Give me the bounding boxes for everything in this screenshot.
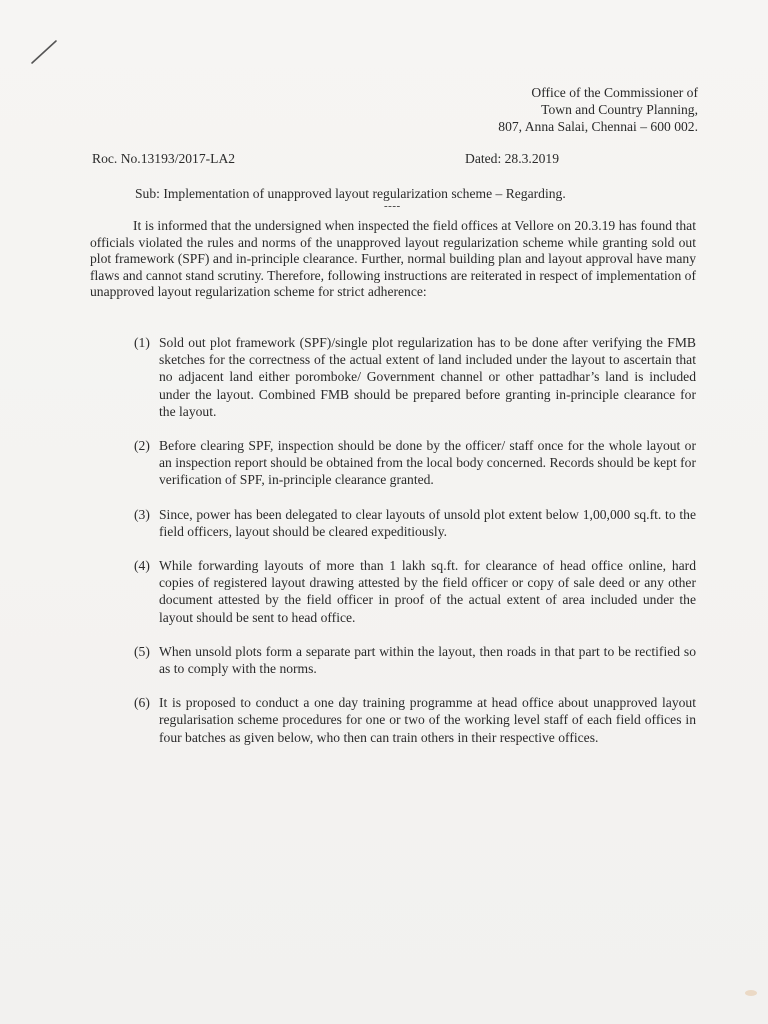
instruction-item: [134, 334, 696, 420]
instruction-number: (1): [134, 335, 150, 350]
instruction-text: It is proposed to conduct a one day training programme at head office about unapproved layout regularisation scheme procedures for one or two of the working level staff of each field offices in four batches as given below, who then can train others in their respective offices.: [159, 695, 696, 745]
instruction-item: [134, 557, 696, 626]
instruction-item: [134, 506, 696, 540]
instruction-number: (4): [134, 558, 150, 574]
instruction-list: [134, 334, 696, 746]
document-date: Dated: 28.3.2019: [465, 151, 560, 166]
subject-line: Sub: Implementation of unapproved layout regularization scheme – Regarding.: [135, 186, 566, 201]
office-address: [440, 84, 698, 135]
office-address-line: 807, Anna Salai, Chennai – 600 002.: [498, 119, 698, 134]
office-address-line: Office of the Commissioner of: [531, 85, 698, 100]
pen-stroke-mark: [30, 36, 60, 66]
reference-number: Roc. No.13193/2017-LA2: [92, 151, 236, 166]
office-address-line: Town and Country Planning,: [541, 102, 698, 117]
instruction-number: (6): [134, 695, 150, 711]
instruction-text: Since, power has been delegated to clear layouts of unsold plot extent below 1,00,000 sq.ft. to the field officers, layout should be cleared expeditiously.: [159, 506, 696, 539]
intro-paragraph: It is informed that the undersigned when inspected the field offices at Vellore on 20.3.19 has found that officials violated the rules and norms of the unapproved layout regularization scheme while granting sold out plot framework (SPF) and in-principle clearance. Further, normal building plan and layout approval have many flaws and cannot stand scrutiny. Therefore, following instructions are reiterated in respect of implementation of unapproved layout regularization scheme for strict adherence:: [90, 218, 696, 300]
instruction-number: (5): [134, 643, 150, 659]
instruction-number: (3): [134, 506, 150, 522]
instruction-text: Before clearing SPF, inspection should be done by the officer/ staff once for the whole layout or an inspection report should be obtained from the local body concerned. Records should be kept for verification of SPF, in-principle clearance granted.: [159, 438, 696, 488]
instruction-item: [134, 643, 696, 677]
instruction-item: [134, 437, 696, 489]
instruction-number: (2): [134, 438, 150, 454]
instruction-item: [134, 694, 696, 746]
scan-speck-mark: [742, 986, 760, 998]
subject-separator: ----: [384, 200, 401, 212]
instruction-text: Sold out plot framework (SPF)/single plot regularization has to be done after verifying the FMB sketches for the correctness of the actual extent of land included under the layout to ascertain that no adjacent land either poromboke/ Government channel or other pattadhar’s land is included under the layout. Combined FMB should be prepared before granting in-principle clearance for the layout.: [159, 335, 696, 419]
instruction-text: When unsold plots form a separate part within the layout, then roads in that part to be rectified so as to comply with the norms.: [159, 643, 696, 677]
instruction-text: While forwarding layouts of more than 1 lakh sq.ft. for clearance of head office online, hard copies of registered layout drawing attested by the field officer or copy of sale deed or any other document attested by the field officer in proof of the actual extent of area included under the layout should be sent to head office.: [159, 558, 696, 625]
